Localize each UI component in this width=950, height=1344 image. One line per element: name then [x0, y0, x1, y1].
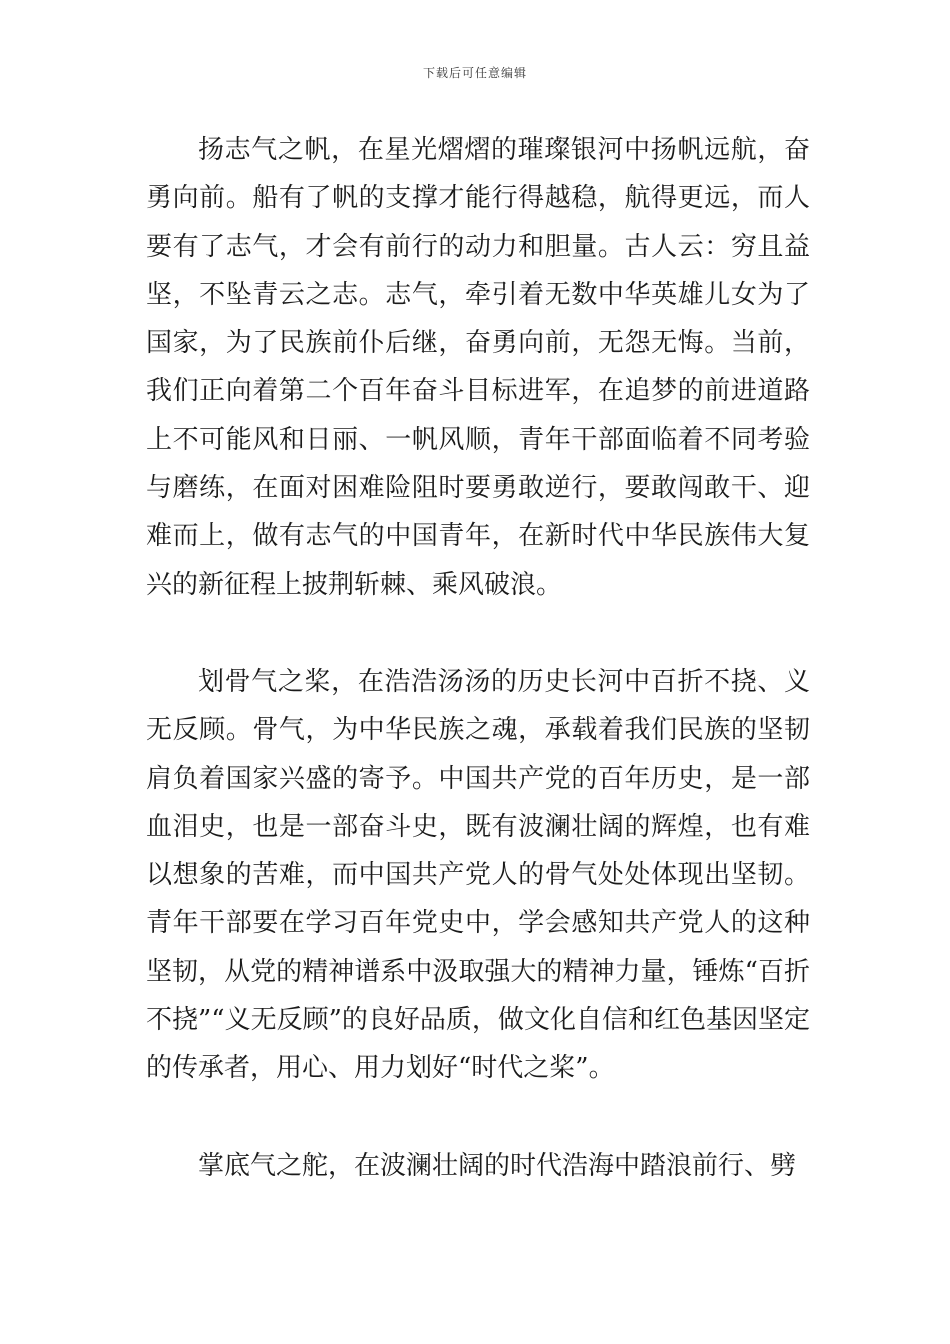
download-note: 下载后可任意编辑	[422, 66, 527, 80]
paragraph-confidence: 掌底气之舵，在波澜壮阔的时代浩海中踏浪前行、劈	[198, 1150, 797, 1181]
paragraph-backbone: 划骨气之桨，在浩浩汤汤的历史长河中百折不挠、义无反顾。骨气，为中华民族之魂，承载着我们民族的坚韧肩负着国家兴盛的寄予。中国共产党的百年历史，是一部血泪史，也是一部奋斗史，既有波澜壮阔的辉煌，也有难以想象的苦难，而中国共产党人的骨气处处体现出坚韧。青年干部要在学习百年党史中，学会感知共产党人的这种坚韧，从党的精神谱系中汲取强大的精神力量，锤炼“百折不挠”“义无反顾”的良好品质，做文化自信和红色基因坚定的传承者，用心、用力划好“时代之桨”。	[146, 666, 810, 1084]
paragraph-ambition: 扬志气之帆，在星光熠熠的璀璨银河中扬帆远航，奋勇向前。船有了帆的支撑才能行得越稳，航得更远，而人要有了志气，才会有前行的动力和胆量。古人云：穷且益坚，不坠青云之志。志气，牵引着无数中华英雄儿女为了国家，为了民族前仆后继，奋勇向前，无怨无悔。当前，我们正向着第二个百年奋斗目标进军，在追梦的前进道路上不可能风和日丽、一帆风顺，青年干部面临着不同考验与磨练，在面对困难险阻时要勇敢逆行，要敢闯敢干、迎难而上，做有志气的中国青年，在新时代中华民族伟大复兴的新征程上披荆斩棘、乘风破浪。	[146, 135, 810, 600]
document-body	[146, 126, 810, 1190]
